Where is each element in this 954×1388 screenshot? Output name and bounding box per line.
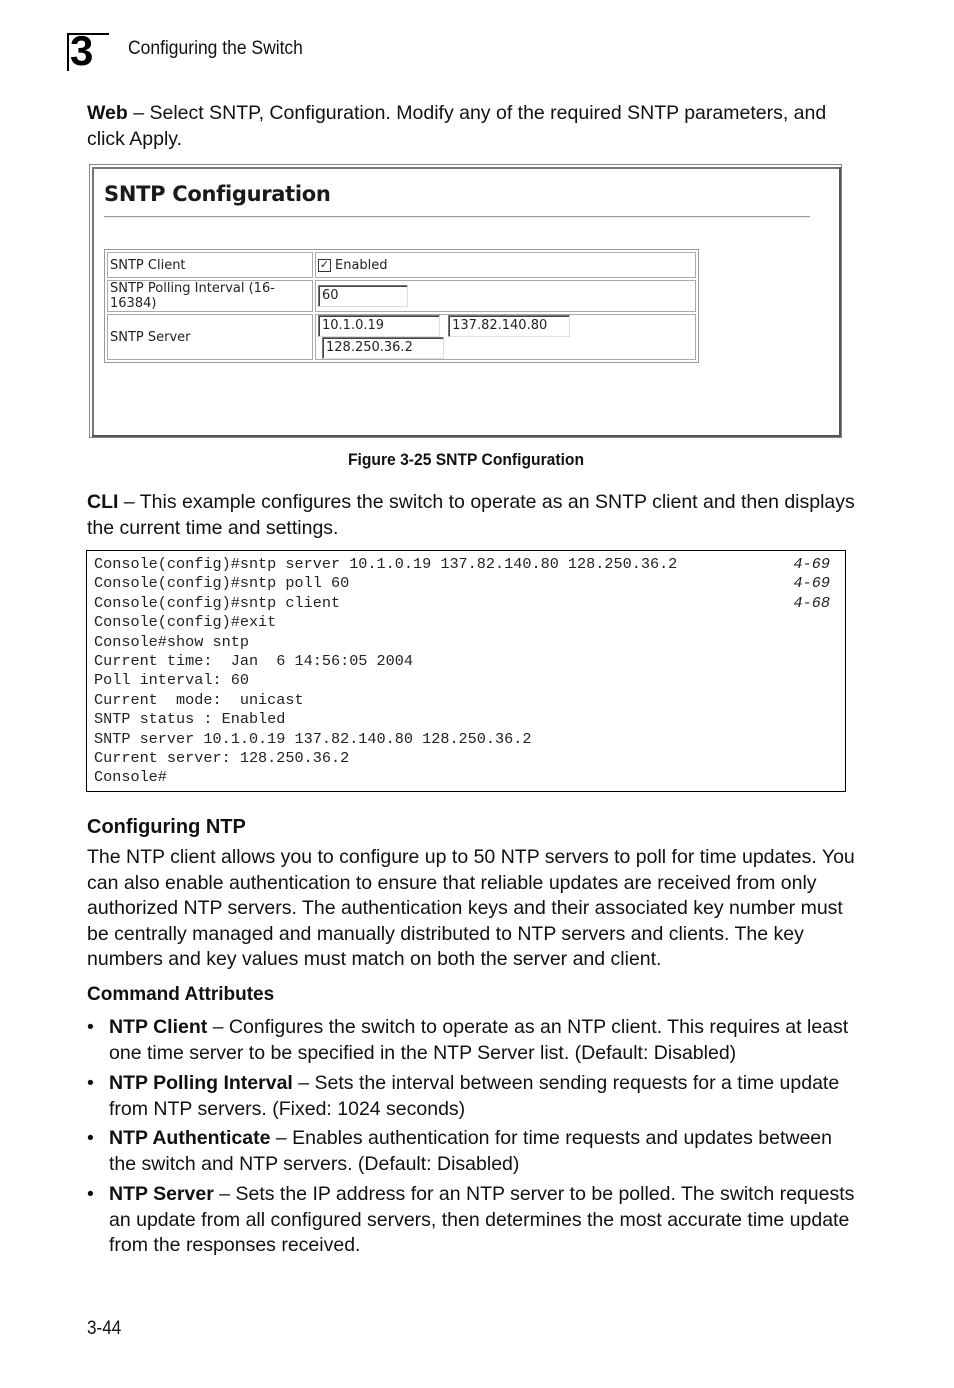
bullet-text xyxy=(109,1071,857,1122)
bullet-symbol: • xyxy=(87,1072,94,1094)
list-item xyxy=(87,1015,857,1066)
ntp-intro-paragraph: The NTP client allows you to configure up to 50 NTP servers to poll for time updates. You can also enable authentication to ensure that reliable updates are received from only authorized NTP servers. The authentication keys and their associated key number must be centrally managed and manually distributed to NTP servers and clients. The key numbers and key values must match on both the server and client. xyxy=(87,846,855,970)
sntp-configuration-screenshot xyxy=(89,164,842,438)
sntp-server-1-input[interactable]: 10.1.0.19 xyxy=(318,315,440,337)
sntp-server-label: SNTP Server xyxy=(107,314,313,360)
screenshot-title-rule xyxy=(104,216,810,218)
sntp-client-checkbox-label: Enabled xyxy=(335,257,388,273)
sntp-client-label: SNTP Client xyxy=(107,252,313,278)
figure-caption: Figure 3-25 SNTP Configuration xyxy=(347,450,585,469)
bullet-text xyxy=(109,1182,857,1259)
bullet-symbol: • xyxy=(87,1183,94,1205)
bullet-description: – Enables authentication for time requests and updates between the switch and NTP servers. (Default: Disabled) xyxy=(109,1127,832,1175)
sntp-server-3-input[interactable]: 128.250.36.2 xyxy=(322,337,444,359)
cli-text: – This example configures the switch to operate as an SNTP client and then displays the current time and settings. xyxy=(87,491,855,539)
list-item xyxy=(87,1126,857,1177)
bullet-term: NTP Authenticate xyxy=(109,1127,271,1149)
attributes-heading: Command Attributes xyxy=(87,984,275,1005)
screenshot-title: SNTP Configuration xyxy=(104,182,331,206)
list-item xyxy=(87,1071,857,1122)
web-text: – Select SNTP, Configuration. Modify any of the required SNTP parameters, and click Apply. xyxy=(87,102,827,150)
chapter-number: 3 xyxy=(70,27,93,74)
sntp-server-2-input[interactable]: 137.82.140.80 xyxy=(448,315,570,337)
sntp-client-cell xyxy=(315,252,696,278)
sntp-polling-cell xyxy=(315,280,696,312)
sntp-settings-table xyxy=(104,249,699,363)
code-lines: Console(config)#sntp server 10.1.0.19 137.82.140.80 128.250.36.2 Console(config)#sntp poll 60 Console(config)#sntp client Console(config)#exit Console#show sntp Current time: Jan 6 14:56:05 2004 Poll interval: 60 Current mode: unicast SNTP status : Enabled SNTP server 10.1.0.19 137.82.140.80 128.250.36.2 Current server: 128.250.36.2 Console# xyxy=(94,555,678,787)
bullet-text xyxy=(109,1126,857,1177)
cli-paragraph xyxy=(87,490,857,541)
bullet-description: – Sets the interval between sending requests for a time update from NTP servers. (Fixed: 1024 seconds) xyxy=(109,1072,840,1120)
sntp-polling-label: SNTP Polling Interval (16-16384) xyxy=(107,280,313,312)
sntp-server-cell xyxy=(315,314,696,360)
sntp-client-checkbox[interactable]: ✓ xyxy=(319,257,330,271)
sntp-polling-input[interactable]: 60 xyxy=(318,285,408,307)
table-row xyxy=(107,314,696,360)
bullet-term: NTP Polling Interval xyxy=(109,1072,293,1094)
bullet-symbol: • xyxy=(87,1127,94,1149)
web-paragraph xyxy=(87,101,857,152)
bullet-term: NTP Client xyxy=(109,1016,208,1038)
cli-code-block xyxy=(86,550,846,792)
bullet-term: NTP Server xyxy=(109,1183,214,1205)
table-row xyxy=(107,252,696,278)
chapter-title: Configuring the Switch xyxy=(128,38,303,59)
cli-lead: CLI xyxy=(87,491,119,513)
bullet-description: – Sets the IP address for an NTP server to be polled. The switch requests an update from all configured servers, then determines the most accurate time update from the responses received. xyxy=(109,1183,855,1256)
code-page-references: 4-69 4-69 4-68 xyxy=(793,555,830,612)
bullet-symbol: • xyxy=(87,1016,94,1038)
list-item xyxy=(87,1182,857,1259)
section-heading: Configuring NTP xyxy=(87,816,246,838)
table-row xyxy=(107,280,696,312)
page-number: 3-44 xyxy=(87,1318,122,1339)
web-lead: Web xyxy=(87,102,128,124)
bullet-description: – Configures the switch to operate as an NTP client. This requires at least one time server to be specified in the NTP Server list. (Default: Disabled) xyxy=(109,1016,849,1064)
bullet-text xyxy=(109,1015,857,1066)
